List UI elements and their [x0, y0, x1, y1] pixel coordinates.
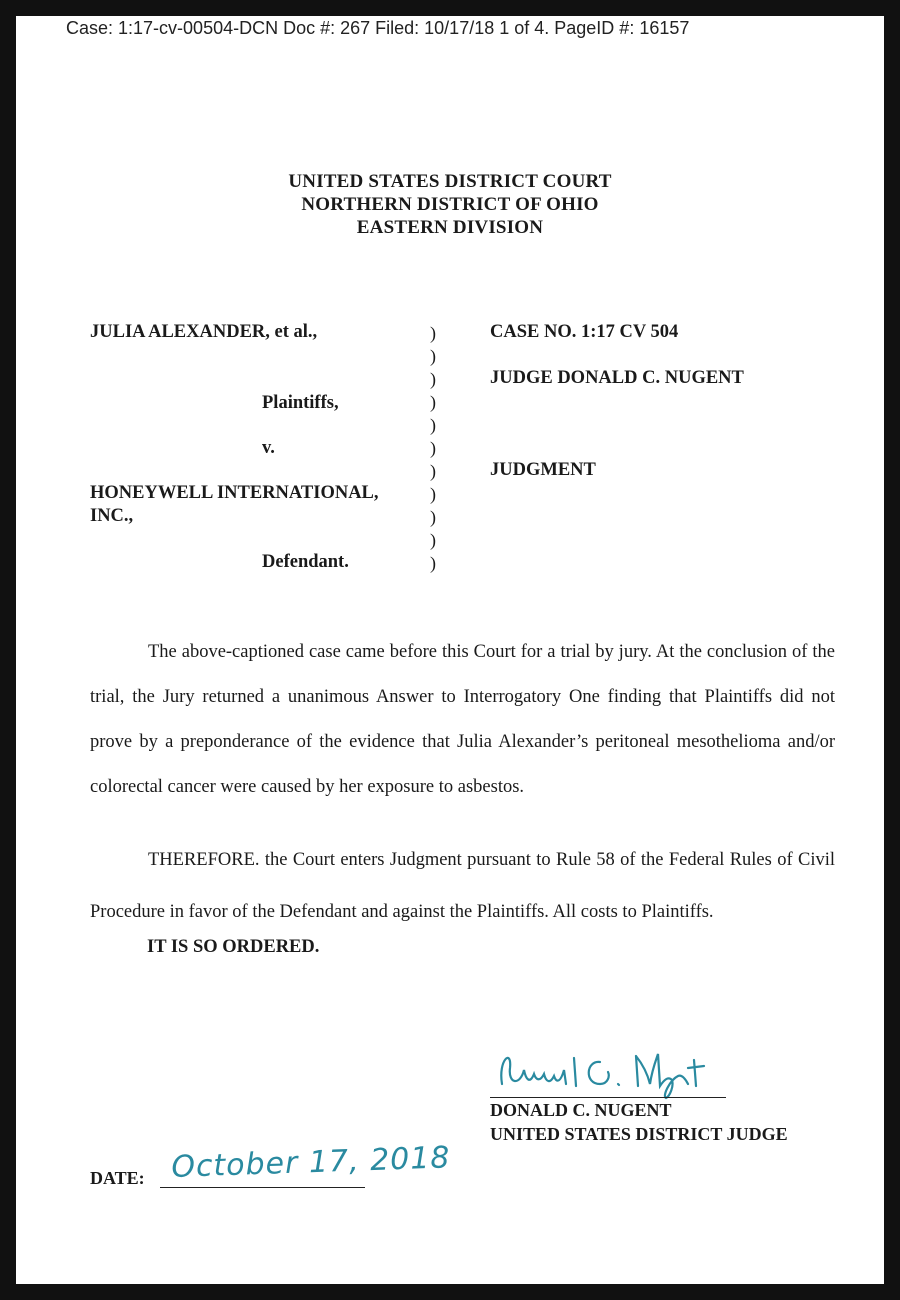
- caption-parentheses: ) ) ) ) ) ) ) ) ) ) ): [430, 323, 436, 573]
- judge-title: UNITED STATES DISTRICT JUDGE: [490, 1124, 788, 1144]
- judgment-paragraph: THEREFORE. the Court enters Judgment pursuant to Rule 58 of the Federal Rules of Civil Procedure in favor of the Defendant and against the Plaintiffs. All costs to Plaintiffs.: [90, 850, 835, 922]
- defendant-name-line1: HONEYWELL INTERNATIONAL,: [90, 483, 379, 503]
- defendant-label: Defendant.: [262, 552, 349, 572]
- judge-name: DONALD C. NUGENT: [490, 1100, 672, 1120]
- judge-assignment: JUDGE DONALD C. NUGENT: [490, 368, 744, 388]
- court-name: UNITED STATES DISTRICT COURT: [288, 171, 612, 192]
- court-heading: [0, 170, 900, 239]
- signature-line: [490, 1097, 726, 1098]
- plaintiffs-label: Plaintiffs,: [262, 393, 339, 413]
- document-type: JUDGMENT: [490, 460, 596, 480]
- plaintiff-name: JULIA ALEXANDER, et al.,: [90, 322, 318, 342]
- so-ordered: IT IS SO ORDERED.: [147, 937, 320, 957]
- case-number: CASE NO. 1:17 CV 504: [490, 322, 679, 342]
- case-header: Case: 1:17-cv-00504-DCN Doc #: 267 Filed: 10/17/18 1 of 4. PageID #: 16157: [66, 18, 690, 38]
- court-division: EASTERN DIVISION: [356, 217, 544, 238]
- handwritten-date: October 17, 2018: [170, 1140, 452, 1185]
- court-district: NORTHERN DISTRICT OF OHIO: [301, 194, 599, 215]
- defendant-name-line2: INC.,: [90, 506, 134, 526]
- date-label: DATE:: [90, 1168, 145, 1188]
- date-line: [160, 1187, 365, 1188]
- finding-paragraph: The above-captioned case came before this Court for a trial by jury. At the conclusion of the trial, the Jury returned a unanimous Answer to Interrogatory One finding that Plaintiffs did not prove by a preponderance of the evidence that Julia Alexander’s peritoneal mesothelioma and/or colorectal cancer were caused by her exposure to asbestos.: [90, 642, 835, 797]
- judge-signature: [490, 1040, 730, 1102]
- versus-label: v.: [262, 438, 275, 458]
